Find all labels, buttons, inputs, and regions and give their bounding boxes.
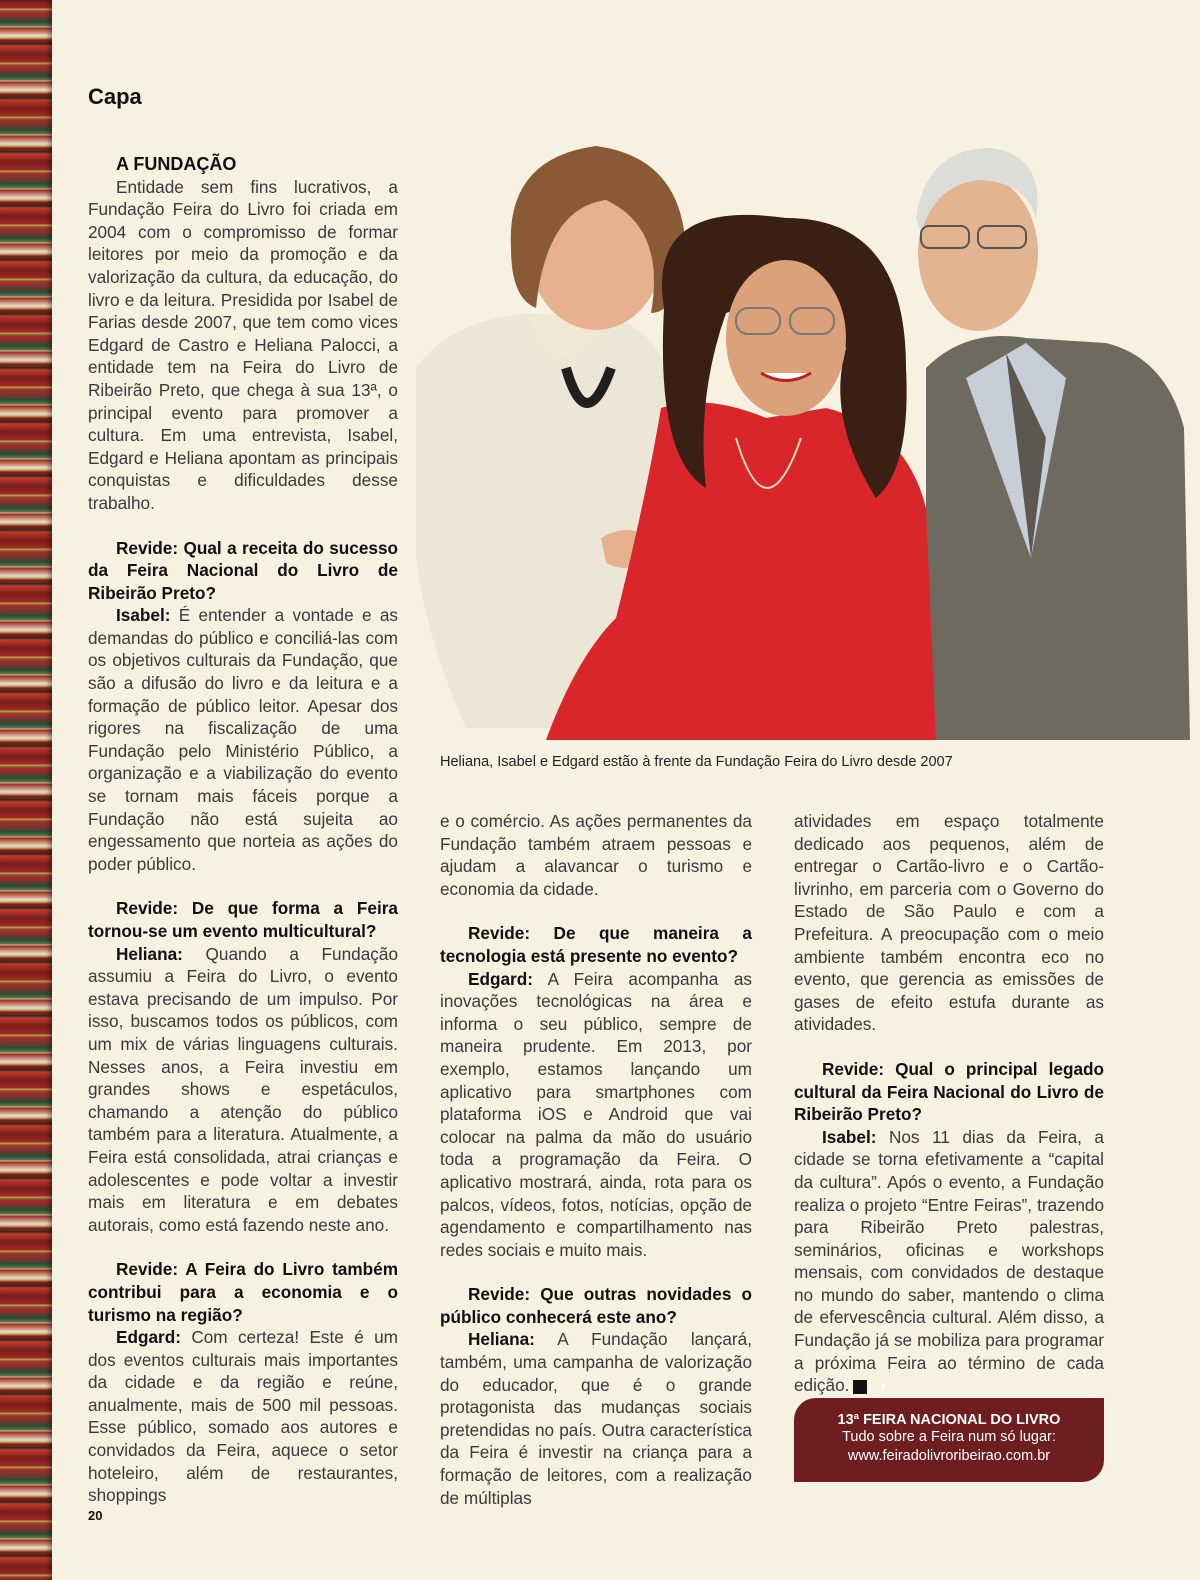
question-3: Revide: A Feira do Livro também contribui para a economia e o turismo na região? <box>88 1259 398 1325</box>
promo-title: 13ª FEIRA NACIONAL DO LIVRO <box>837 1412 1061 1428</box>
promo-line: Tudo sobre a Feira num só lugar: <box>842 1429 1056 1445</box>
section-label: Capa <box>88 84 142 109</box>
speaker-name: Heliana: <box>116 943 183 964</box>
photo-caption: Heliana, Isabel e Edgard estão à frente da Fundação Feira do Livro desde 2007 <box>440 754 953 770</box>
question-5: Revide: Que outras novidades o público conhecerá este ano? <box>440 1284 752 1327</box>
answer-2 <box>88 943 398 1237</box>
speaker-name: Isabel: <box>116 605 171 626</box>
answer-6 <box>794 1126 1104 1397</box>
answer-text: A Fundação lançará, também, uma campanha de valorização do educador, que é o grande protagonista das mudanças sociais pretendidas no país. Outra característica da Feira é investir na criança para a formação de leitores, com a realização de múltiplas <box>440 1329 752 1508</box>
speaker-name: Edgard: <box>116 1327 181 1348</box>
article-column-1 <box>88 153 398 1507</box>
answer-text: Com certeza! Este é um dos eventos culturais mais importantes da cidade e da região e reúne, anualmente, mais de 500 mil pessoas. Esse público, somado aos autores e convidados da Feira, aquece o setor hoteleiro, além de restaurantes, shoppings <box>88 1327 399 1506</box>
speaker-name: Heliana: <box>468 1329 535 1350</box>
promo-url-link[interactable]: www.feiradolivroribeirao.com.br <box>847 1448 1051 1464</box>
promo-box <box>794 1398 1104 1482</box>
article-title: A FUNDAÇÃO <box>116 154 237 174</box>
page-number: 20 <box>88 1508 103 1523</box>
article-column-2 <box>440 810 752 1509</box>
article-column-3 <box>794 810 1104 1397</box>
question-2: Revide: De que forma a Feira tornou-se um evento multicultural? <box>88 898 398 941</box>
question-1: Revide: Qual a receita do sucesso da Feira Nacional do Livro de Ribeirão Preto? <box>88 537 398 603</box>
answer-text: A Feira acompanha as inovações tecnológicas na área e informa o seu público, sempre de maneira prudente. Em 2013, por exemplo, estamos lançando um aplicativo para smartphones com plataforma iOS e Android que vai colocar na palma da mão do usuário toda a programação da Feira. O aplicativo mostrará, ainda, rota para os palcos, vídeos, fotos, notícias, opção de agendamento e compartilhamento nas redes sociais e muito mais. <box>440 968 752 1260</box>
answer-text: Nos 11 dias da Feira, a cidade se torna efetivamente a “capital da cultura”. Após o evento, a Fundação realiza o projeto “Entre Feiras”, trazendo para Ribeirão Preto palestras, seminários, oficinas e workshops mensais, com convidados de destaque no mundo do saber, mantendo o clima de efervescência cultural. Além disso, a Fundação já se mobiliza para programar a próxima Feira ao término de cada edição. <box>794 1126 1104 1396</box>
founders-photo <box>406 138 1190 740</box>
answer-3 <box>88 1326 398 1507</box>
answer-text: Quando a Fundação assumiu a Feira do Livro, o evento estava precisando de um impulso. Por isso, buscamos todos os públicos, com um mix de várias linguagens culturais. Nesses anos, a Feira investiu em grandes shows e espetáculos, chamando a atenção do público também para a literatura. Atualmente, a Feira está consolidada, atrai crianças e adolescentes e pode voltar a investir mais em literatura e em debates autorais, como está fazendo neste ano. <box>88 943 398 1235</box>
founders-illustration <box>406 138 1190 740</box>
speaker-name: Edgard: <box>468 968 533 989</box>
answer-5 <box>440 1328 752 1509</box>
answer-text: É entender a vontade e as demandas do público e conciliá-las com os objetivos culturais da Fundação, que são a difusão do livro e da leitura e a formação de público leitor. Apesar dos rigores na fiscalização de uma Fundação pelo Ministério Público, a organização e a viabilização do evento se tornam mais fáceis porque a Fundação não está sujeita ao engessamento que norteia as ações do poder público. <box>88 605 398 874</box>
answer-4 <box>440 968 752 1262</box>
end-of-article-icon: r <box>853 1380 867 1394</box>
continued-text: e o comércio. As ações permanentes da Fundação também atraem pessoas e ajudam a alavancar o turismo e economia da cidade. <box>440 811 752 899</box>
answer-1 <box>88 604 398 875</box>
question-4: Revide: De que maneira a tecnologia está presente no evento? <box>440 923 752 966</box>
continued-text: atividades em espaço totalmente dedicado aos pequenos, além de entregar o Cartão-livro e o Cartão-livrinho, em parceria com o Governo do Estado de São Paulo e com a Prefeitura. A preocupação com o meio ambiente também encontra eco no evento, que gerencia as emissões de gases de efeito estufa durante as atividades. <box>794 811 1104 1035</box>
speaker-name: Isabel: <box>822 1126 877 1147</box>
question-6: Revide: Qual o principal legado cultural da Feira Nacional do Livro de Ribeirão Preto? <box>794 1058 1104 1125</box>
book-spines-decoration <box>0 0 52 1580</box>
article-intro: Entidade sem fins lucrativos, a Fundação Feira do Livro foi criada em 2004 com o compromisso de formar leitores por meio da promoção e da valorização da cultura, da educação, do livro e da leitura. Presidida por Isabel de Farias desde 2007, que tem como vices Edgard de Castro e Heliana Palocci, a entidade tem na Feira do Livro de Ribeirão Preto, que chega à sua 13ª, o principal evento para promover a cultura. Em uma entrevista, Isabel, Edgard e Heliana apontam as principais conquistas e dificuldades desse trabalho. <box>88 176 398 513</box>
